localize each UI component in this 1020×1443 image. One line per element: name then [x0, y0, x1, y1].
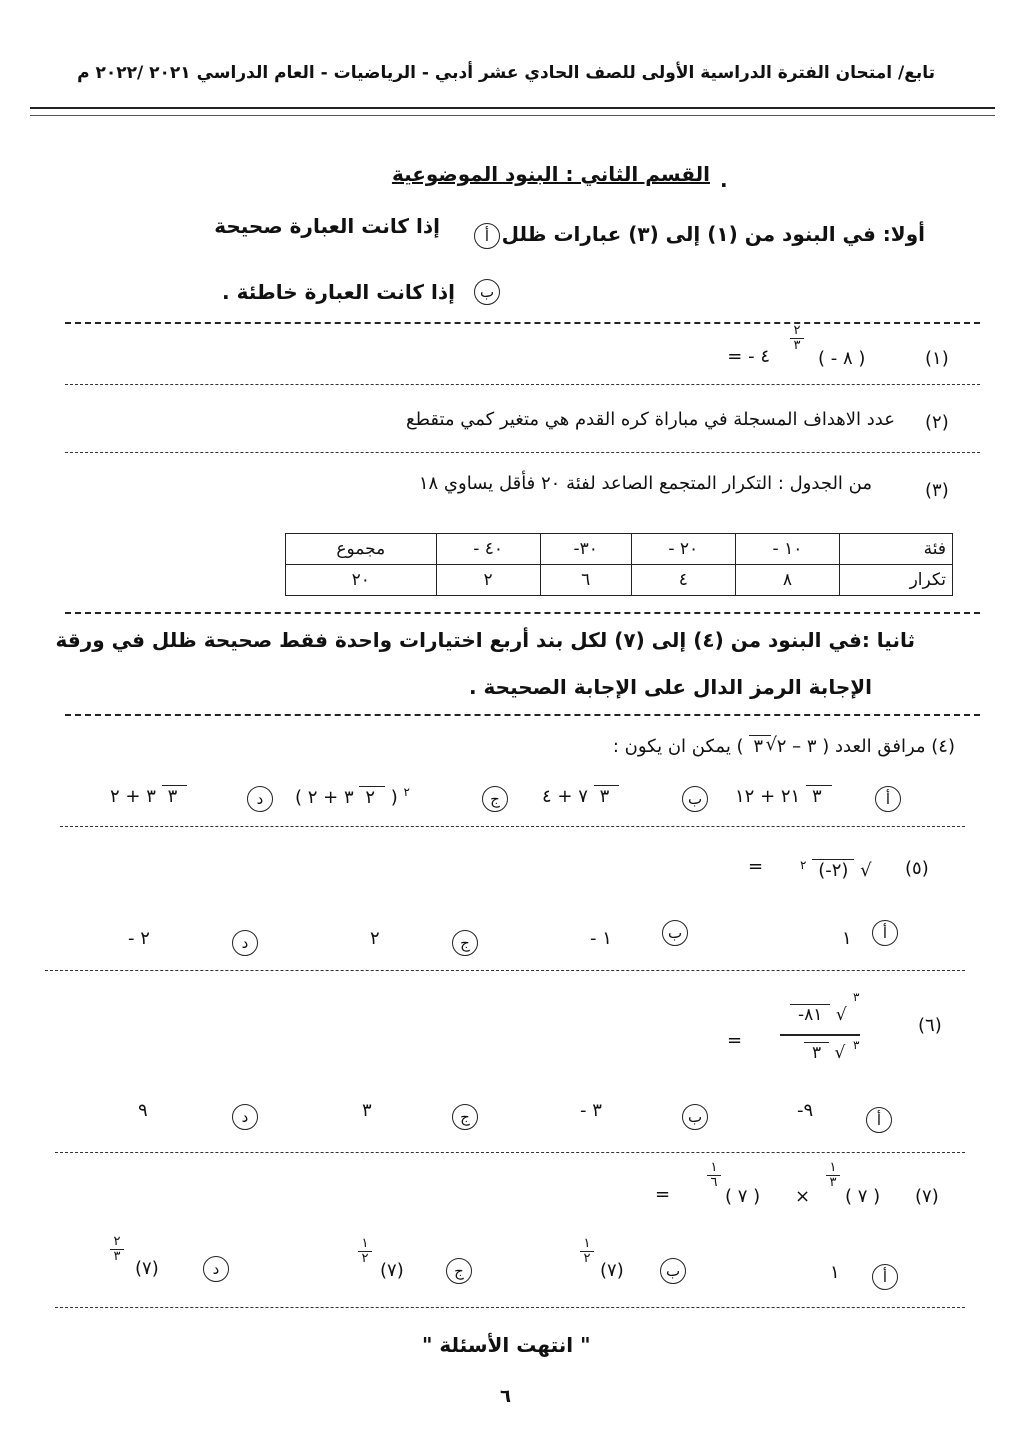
q7-option-b-circle[interactable]: [660, 1258, 686, 1284]
q4-option-c-circle[interactable]: [482, 786, 508, 812]
q5-number: (٥): [905, 858, 929, 879]
q4-stem-end: ) يمكن ان يكون :: [612, 736, 744, 757]
option-label: د: [241, 934, 249, 952]
table-cell: ٨: [735, 565, 839, 596]
q5-expression: [800, 858, 872, 881]
divider: [55, 1307, 965, 1308]
q7-times: ×: [795, 1186, 811, 1207]
table-cell: ٢: [436, 565, 540, 596]
table-cell: فئة: [840, 534, 953, 565]
option-radical: ٣: [806, 785, 832, 807]
option-exp-denominator: ٣: [113, 1249, 121, 1264]
q6-denominator-radicand: ٣: [804, 1042, 829, 1063]
part2-intro-line2: الإجابة الرمز الدال على الإجابة الصحيحة .: [468, 675, 872, 699]
q7-option-d-circle[interactable]: [203, 1256, 229, 1282]
option-expression: ٧ + ٤: [542, 786, 588, 807]
table-row: [286, 565, 953, 596]
q4-option-a: [735, 785, 832, 807]
header-rule: [30, 107, 995, 109]
q3-text: من الجدول : التكرار المتجمع الصاعد لفئة ٢٠ فأقل يساوي ١٨: [418, 473, 872, 494]
q4-stem: [613, 735, 955, 757]
q2-number: (٢): [925, 412, 949, 433]
table-row: [286, 534, 953, 565]
header-rule-thin: [30, 115, 995, 116]
option-label: د: [241, 1108, 249, 1126]
table-cell: ٤٠ -: [436, 534, 540, 565]
option-label: ب: [687, 1108, 703, 1126]
option-exp-denominator: ٢: [361, 1251, 369, 1266]
q1-base: ( - ٨ ): [818, 348, 866, 369]
option-closing: ): [390, 787, 398, 808]
option-radical: ٢: [359, 786, 385, 808]
part2-intro-line1: ثانيا :في البنود من (٤) إلى (٧) لكل بند أربع اختيارات واحدة فقط صحيحة ظلل في ورقة: [55, 628, 915, 652]
q6-fraction: [780, 990, 870, 1072]
false-symbol: ب: [479, 283, 495, 301]
q1-number: (١): [925, 348, 949, 369]
q1-exponent: [790, 325, 804, 352]
q7-exponent-2: [707, 1162, 721, 1189]
q7-option-c-exponent: [358, 1238, 372, 1265]
q7-option-a-circle[interactable]: [872, 1264, 898, 1290]
table-cell: ٦: [540, 565, 631, 596]
option-exp-denominator: ٢: [583, 1251, 591, 1266]
option-label: د: [212, 1260, 220, 1278]
radical-sign-icon: √: [765, 734, 777, 755]
q5-option-b-value: - ١: [590, 928, 612, 949]
q6-option-b-circle[interactable]: [682, 1104, 708, 1130]
divider: [65, 384, 980, 385]
q4-stem-radical: [749, 734, 777, 757]
q5-option-b-circle[interactable]: [662, 920, 688, 946]
q2-text: عدد الاهداف المسجلة في مباراة كره القدم هي متغير كمي متقطع: [406, 409, 895, 430]
q7-option-c-circle[interactable]: [446, 1258, 472, 1284]
q7-base-1: ( ٧ ): [845, 1186, 881, 1207]
q6-numerator: [790, 1004, 847, 1025]
option-label: ج: [454, 1262, 464, 1280]
table-cell: ١٠ -: [735, 534, 839, 565]
q6-option-a-circle[interactable]: [866, 1107, 892, 1133]
q5-option-a-circle[interactable]: [872, 920, 898, 946]
q7-number: (٧): [915, 1186, 939, 1207]
option-expression: ( ٣ + ٢: [295, 787, 354, 808]
table-cell: تكرار: [840, 565, 953, 596]
q5-option-c-circle[interactable]: [452, 930, 478, 956]
q7-option-d-base: (٧): [135, 1258, 159, 1279]
q4-option-a-circle[interactable]: [875, 786, 901, 812]
option-label: أ: [885, 790, 891, 808]
option-expression: ٣ + ٢: [110, 786, 156, 807]
q7-exp1-denominator: ٣: [829, 1175, 837, 1190]
q4-options: [110, 782, 910, 816]
option-label: أ: [882, 924, 888, 942]
q7-option-a-value: ١: [830, 1262, 840, 1283]
option-exp-numerator: ١: [583, 1236, 591, 1251]
option-label: ب: [687, 790, 703, 808]
divider: [45, 970, 965, 971]
option-label: ج: [460, 934, 470, 952]
table-cell: ٢٠ -: [631, 534, 735, 565]
option-label: ب: [667, 924, 683, 942]
exam-header: تابع/ امتحان الفترة الدراسية الأولى للصف الحادي عشر أدبي - الرياضيات - العام الدراسي ٢٠٢١ /٢٠٢٢ م: [77, 63, 935, 83]
divider: [65, 322, 980, 324]
q3-number: (٣): [925, 480, 949, 501]
q5-exponent: ٢: [800, 858, 807, 872]
option-exponent: ٢: [403, 785, 410, 799]
option-label: ج: [490, 790, 500, 808]
q4-option-c: [295, 785, 410, 808]
q4-option-d-circle[interactable]: [247, 786, 273, 812]
q5-equals: =: [748, 856, 764, 877]
true-statement-label: إذا كانت العبارة صحيحة: [214, 214, 440, 238]
table-cell: مجموع: [286, 534, 437, 565]
end-of-questions: " انتهت الأسئلة ": [422, 1333, 591, 1357]
radical-sign-icon: √: [860, 860, 872, 881]
true-symbol-circle: [474, 223, 500, 249]
table-cell: ٣٠-: [540, 534, 631, 565]
q5-option-d-value: - ٢: [128, 928, 150, 949]
q7-equals: =: [655, 1184, 671, 1205]
q1-exp-numerator: ٢: [793, 323, 801, 338]
q5-option-d-circle[interactable]: [232, 930, 258, 956]
false-symbol-circle: [474, 279, 500, 305]
divider: [65, 714, 980, 716]
q6-denominator: [804, 1042, 845, 1063]
option-label: ج: [460, 1108, 470, 1126]
q6-option-a-value: -٩: [797, 1100, 814, 1121]
q6-option-d-circle[interactable]: [232, 1104, 258, 1130]
divider: [60, 826, 965, 827]
false-statement-label: إذا كانت العبارة خاطئة .: [222, 280, 455, 304]
divider: [65, 612, 980, 614]
q1-rhs: = - ٤: [727, 346, 770, 367]
q7-exp2-denominator: ٦: [710, 1175, 718, 1190]
q7-option-c-base: (٧): [380, 1260, 404, 1281]
option-radical: ٣: [162, 785, 188, 807]
option-label: د: [256, 790, 264, 808]
frequency-table: [285, 533, 953, 596]
q6-denominator-index: ٣: [853, 1038, 860, 1052]
q6-numerator-radicand: -٨١: [790, 1004, 830, 1025]
radical-sign-icon: √: [835, 1005, 847, 1025]
part1-intro: أولا: في البنود من (١) إلى (٣) عبارات ظلل: [501, 222, 925, 246]
table-cell: ٢٠: [286, 565, 437, 596]
option-label: أ: [882, 1268, 888, 1286]
q4-stem-radicand: ٣: [753, 736, 763, 757]
q7-option-b-base: (٧): [600, 1260, 624, 1281]
option-exp-numerator: ١: [361, 1236, 369, 1251]
true-symbol: أ: [484, 227, 490, 245]
radical-sign-icon: √: [834, 1043, 846, 1063]
q6-option-d-value: ٩: [138, 1100, 148, 1121]
option-exp-numerator: ٢: [113, 1234, 121, 1249]
divider: [65, 452, 980, 453]
q1-exp-denominator: ٣: [793, 338, 801, 353]
q5-option-a-value: ١: [842, 928, 852, 949]
divider: [55, 1152, 965, 1153]
q7-option-d-exponent: [110, 1236, 124, 1263]
option-label: أ: [876, 1111, 882, 1129]
q7-exponent-1: [826, 1162, 840, 1189]
q4-option-b: [542, 785, 619, 807]
section-title: القسم الثاني : البنود الموضوعية: [391, 162, 710, 186]
q6-equals: =: [727, 1030, 743, 1051]
option-label: ب: [665, 1262, 681, 1280]
q5-radicand: (-٢): [812, 859, 854, 881]
q7-exp1-numerator: ١: [829, 1160, 837, 1175]
q6-number: (٦): [918, 1015, 942, 1036]
q6-numerator-index: ٣: [853, 990, 860, 1004]
q7-option-b-exponent: [580, 1238, 594, 1265]
option-expression: ٢١ + ١٢: [735, 786, 801, 807]
q6-option-c-circle[interactable]: [452, 1104, 478, 1130]
table-cell: ٤: [631, 565, 735, 596]
q4-option-d: [110, 785, 187, 807]
q5-option-c-value: ٢: [370, 928, 380, 949]
q4-option-b-circle[interactable]: [682, 786, 708, 812]
q7-exp2-numerator: ١: [710, 1160, 718, 1175]
q4-stem-text: (٤) مرافق العدد ( ٣ – ٢: [776, 736, 955, 757]
fraction-bar: [780, 1034, 860, 1036]
q6-option-c-value: ٣: [362, 1100, 372, 1121]
section-title-dot: .: [720, 168, 728, 192]
option-radical: ٣: [594, 785, 620, 807]
page-number: ٦: [500, 1386, 511, 1407]
q6-option-b-value: - ٣: [580, 1100, 602, 1121]
q7-base-2: ( ٧ ): [725, 1186, 761, 1207]
